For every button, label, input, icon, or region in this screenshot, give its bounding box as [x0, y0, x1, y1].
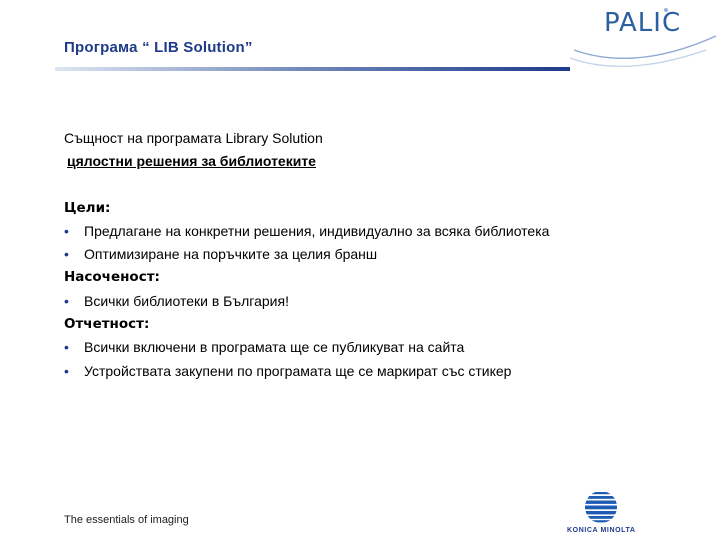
- title-divider: [55, 67, 570, 71]
- subtitle-text: цялостни решения за библиотеките: [67, 153, 316, 170]
- list-item-text: Всички включени в програмата ще се публикуват на сайта: [84, 339, 465, 356]
- list-item: [64, 243, 704, 266]
- palic-logo-text: PALIC: [604, 8, 682, 38]
- main-content: [64, 127, 704, 383]
- intro-text: Същност на програмата Library Solution: [64, 130, 323, 146]
- list-item: [64, 360, 704, 383]
- list-item: [64, 220, 704, 243]
- section-heading-target: Насоченост:: [64, 269, 160, 286]
- section-heading-goals: Цели:: [64, 199, 111, 216]
- list-item: [64, 290, 704, 313]
- bullet-icon: •: [64, 246, 69, 263]
- page-title: Програма “ LIB Solution”: [64, 39, 253, 56]
- list-item-text: Всички библиотеки в България!: [84, 292, 289, 309]
- list-item: [64, 336, 704, 359]
- konica-minolta-globe-icon: [584, 490, 618, 524]
- list-item-text: Предлагане на конкретни решения, индивидуално за всяка библиотека: [84, 222, 550, 239]
- section-heading-reporting: Отчетност:: [64, 316, 150, 333]
- konica-minolta-brand: KONICA MINOLTA: [567, 527, 636, 534]
- list-item-text: Оптимизиране на поръчките за целия бранш: [84, 246, 378, 263]
- bullet-icon: •: [64, 222, 69, 239]
- spacer: [64, 174, 704, 197]
- bullet-icon: •: [64, 362, 69, 379]
- list-item-text: Устройствата закупени по програмата ще се маркират със стикер: [84, 362, 512, 379]
- footer-tagline: The essentials of imaging: [64, 514, 189, 526]
- bullet-icon: •: [64, 339, 69, 356]
- bullet-icon: •: [64, 292, 69, 309]
